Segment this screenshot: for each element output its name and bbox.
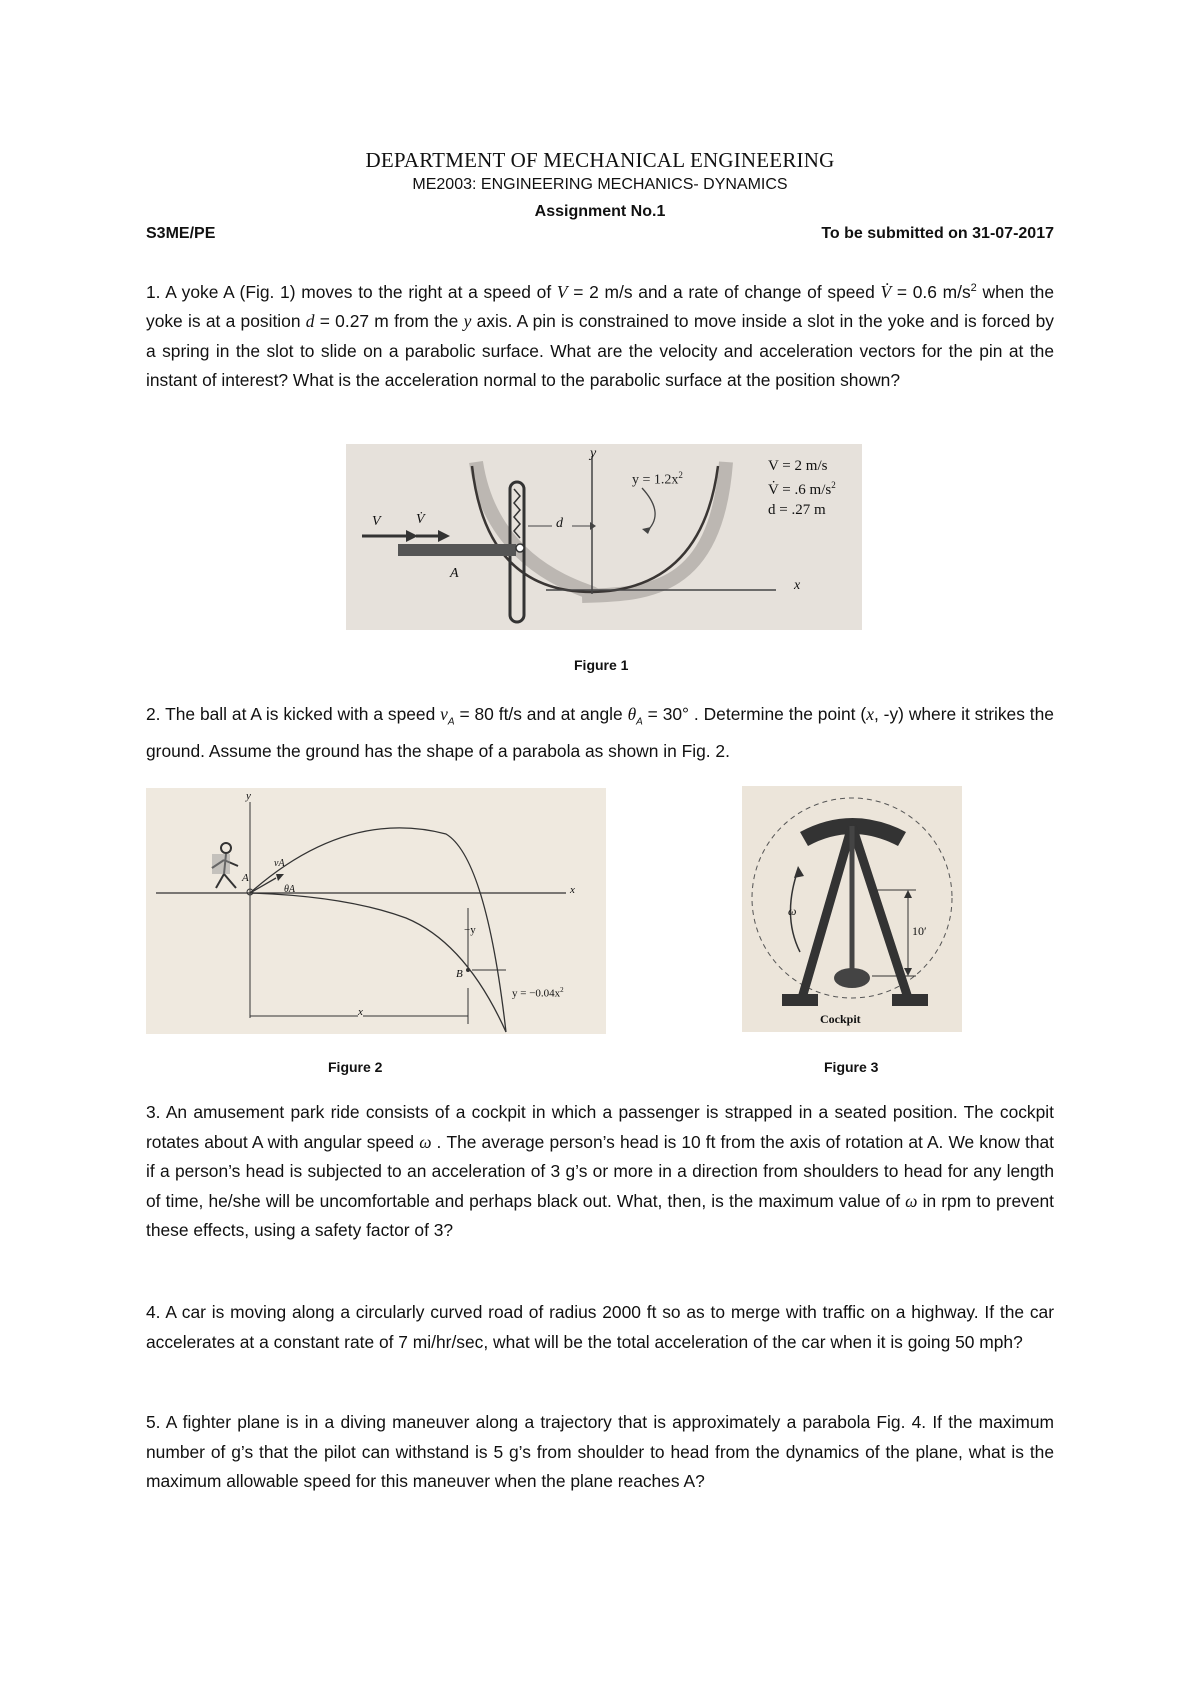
fig2-neg-y-label: −y: [464, 924, 476, 936]
question-number: 2.: [146, 704, 161, 724]
fig1-v-label: V: [372, 514, 381, 529]
question-1: 1. A yoke A (Fig. 1) moves to the right at a speed of V = 2 m/s and a rate of change of speed V̇ = 0.6 $m/s^2$ when the yoke is at a position d = 0.27 m from the y axis. A pin is constrained to move inside a slot in the yoke and is forced by a spring in the slot to slide on a parabolic surface. What are the velocity and acceleration vectors for the pin at the instant of interest? What is the acceleration normal to the parabolic surface at the position shown?: [146, 281, 1055, 391]
figure-2-image: [146, 788, 606, 1034]
fig1-vdot-label: V̇: [416, 512, 425, 527]
fig2-x-dimension-label: x: [358, 1006, 363, 1018]
figure-1-image: [346, 444, 862, 630]
fig2-angle-label: θA: [284, 884, 296, 895]
fig2-b-label: B: [456, 968, 463, 980]
question-3: 3. An amusement park ride consists of a cockpit in which a passenger is strapped in a seated position. The cockpit rotates about A with angular speed ω . The average person’s head is 10 ft from the axis of rotation at A. We know that if a person’s head is subjected to an acceleration of 3 g’s or more in a direction from shoulders to head for any length of time, he/she will be uncomfortable and perhaps black out. What, then, is the maximum value of ω in rpm to prevent these effects, using a safety factor of 3?: [146, 1102, 1054, 1240]
fig2-a-label: A: [242, 872, 249, 884]
figure-3-image: [742, 786, 962, 1032]
fig1-y-axis-label: y: [590, 446, 597, 461]
fig1-given-speed: V = 2 m/s: [768, 458, 828, 474]
assignment-number: Assignment No.1: [534, 203, 666, 220]
fig3-omega-label: ω: [788, 904, 797, 918]
question-5: 5. A fighter plane is in a diving maneuver along a trajectory that is approximately a parabola Fig. 4. If the maximum number of g’s that the pilot can withstand is 5 g’s from shoulder to head from the dynamics of the plane, what is the maximum allowable speed for this maneuver when the plane reaches A?: [146, 1412, 1055, 1491]
fig2-y-axis-label: y: [246, 790, 251, 802]
fig2-curve-label: $y = -0.04x^2$: [512, 986, 564, 1000]
department-title: DEPARTMENT OF MECHANICAL ENGINEERING: [365, 148, 835, 172]
question-number: 3.: [146, 1102, 161, 1122]
fig1-curve-label: $y = 1.2x^2$: [632, 470, 683, 488]
class-group: S3ME/PE: [146, 225, 216, 242]
question-number: 1.: [146, 281, 161, 302]
fig3-cockpit-label: Cockpit: [820, 1012, 861, 1026]
question-number: 4.: [146, 1302, 161, 1322]
amusement-ride-diagram: [742, 786, 962, 1032]
figure-2-caption: Figure 2: [328, 1059, 383, 1075]
fig3-dimension-label: 10′: [912, 924, 927, 938]
course-title: ME2003: ENGINEERING MECHANICS- DYNAMICS: [412, 176, 788, 193]
question-2: 2. The ball at A is kicked with a speed $v_A = 80$ ft/s and at angle $\theta_A = 30^\circ$ . Determine the point (x, -y) where it strikes the ground. Assume the ground has the shape of a parabola as shown in Fig. 2.: [146, 704, 1054, 761]
figure-3-caption: Figure 3: [824, 1059, 879, 1075]
fig1-given-distance: d = .27 m: [768, 502, 826, 518]
question-number: 5.: [146, 1412, 161, 1432]
fig2-velocity-label: vA: [274, 858, 285, 869]
figure-1-caption: Figure 1: [574, 657, 629, 673]
fig2-x-axis-label: x: [570, 884, 575, 896]
fig1-d-label: d: [556, 516, 563, 531]
fig1-a-label: A: [450, 566, 459, 581]
question-4: 4. A car is moving along a circularly curved road of radius 2000 ft so as to merge with traffic on a highway. If the car accelerates at a constant rate of 7 mi/hr/sec, what will be the total acceleration of the car when it is going 50 mph?: [146, 1302, 1054, 1352]
fig1-given-accel: V̇ = .6 $m/s^2$: [768, 480, 836, 498]
fig1-x-axis-label: x: [794, 578, 801, 593]
due-date: To be submitted on 31-07-2017: [821, 225, 1054, 242]
